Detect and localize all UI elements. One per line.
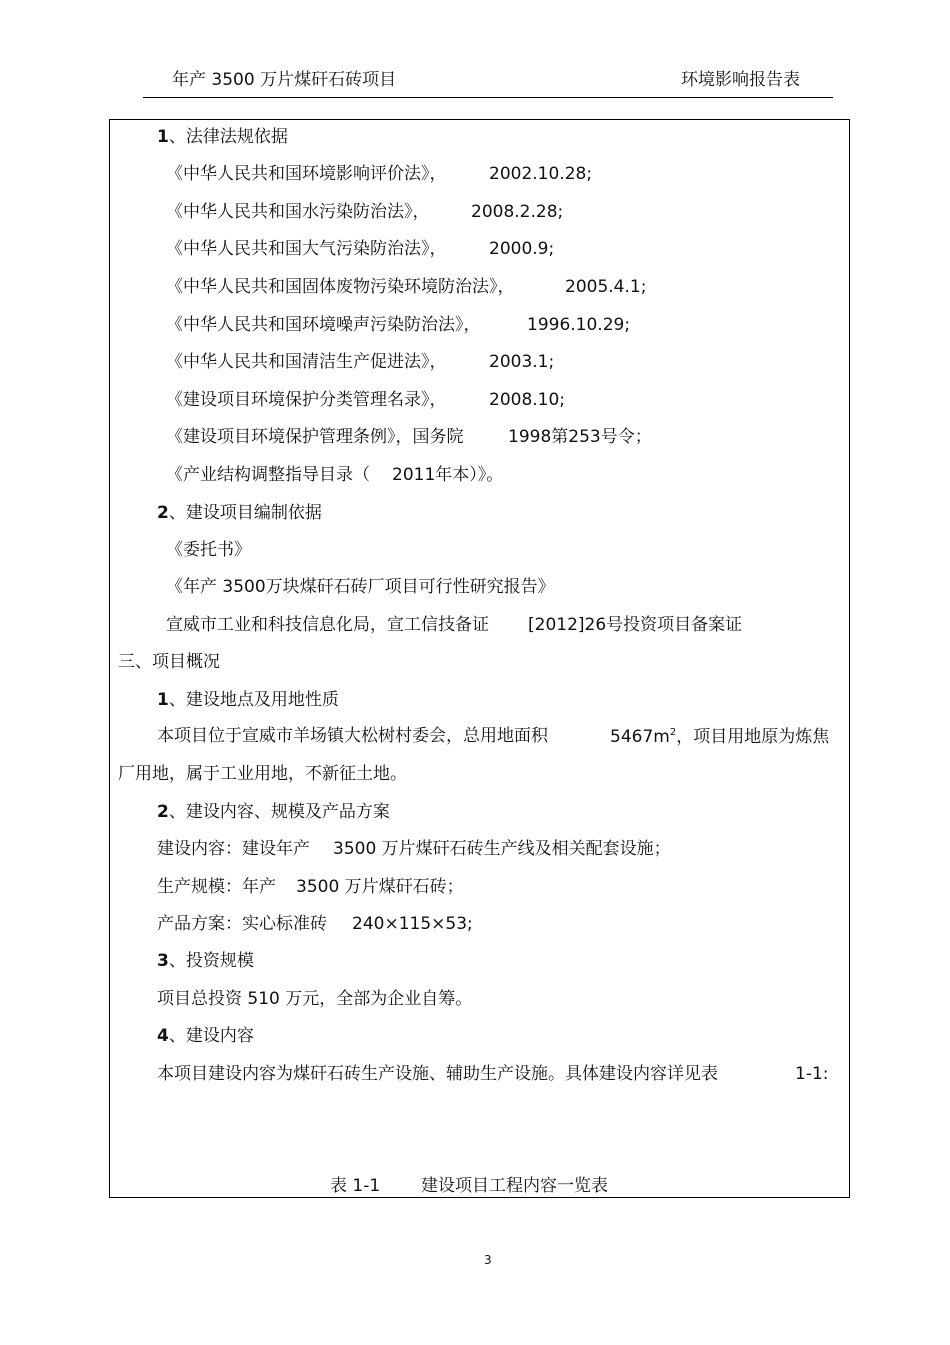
- table-caption-title: 建设项目工程内容一览表: [421, 1176, 608, 1196]
- law-name: 《中华人民共和国环境影响评价法》，: [166, 164, 447, 184]
- section-2-title: [157, 505, 322, 522]
- law-name: 《中华人民共和国固体废物污染环境防治法》，: [166, 277, 515, 297]
- content-value: 3500 万片煤矸石砖生产线及相关配套设施；: [333, 839, 671, 859]
- law-date: 2008.2.28;: [471, 202, 564, 222]
- law-name: 《中华人民共和国环境噪声污染防治法》，: [166, 315, 481, 335]
- law-name: 《产业结构调整指导目录（: [166, 465, 370, 485]
- subsection-3-text: 、投资规模: [168, 951, 254, 971]
- law-date: 2002.10.28;: [489, 164, 593, 184]
- law-item: [166, 392, 447, 409]
- location-area: [610, 728, 829, 746]
- law-name: 《中华人民共和国清洁生产促进法》，: [166, 352, 447, 372]
- location-text-a: 本项目位于宣威市羊场镇大松树村委会，总用地面积: [157, 726, 548, 746]
- subsection-3-number: 3: [157, 951, 169, 971]
- scale-value: 3500 万片煤矸石砖；: [296, 877, 464, 897]
- subsection-2-number: 2: [157, 802, 169, 822]
- law-item: [166, 204, 430, 221]
- law-date: 2003.1;: [489, 352, 555, 372]
- law-item: [166, 241, 447, 258]
- law-item: [166, 317, 481, 334]
- record-number: [2012]26号投资项目备案证: [528, 615, 743, 635]
- law-date: 2011年本）》。: [392, 465, 504, 485]
- section-1-title: [157, 129, 288, 146]
- header-rule: [143, 97, 833, 98]
- law-item: [166, 279, 515, 296]
- subsection-4-title: [157, 1028, 254, 1045]
- area-unit-superscript: 2: [669, 727, 677, 738]
- section-2-number: 2: [157, 503, 169, 523]
- law-item: [166, 467, 370, 484]
- content-label: 建设内容：建设年产: [157, 839, 310, 859]
- product-value: 240×115×53;: [352, 914, 473, 934]
- law-name: 《中华人民共和国水污染防治法》，: [166, 202, 430, 222]
- law-date: 2005.4.1;: [565, 277, 647, 297]
- law-date: 2008.10;: [489, 390, 566, 410]
- law-date: 1998第253号令；: [508, 427, 652, 447]
- construction-text: 本项目建设内容为煤矸石砖生产设施、辅助生产设施。具体建设内容详见表: [157, 1064, 718, 1084]
- header-project-title: 年产 3500 万片煤矸石砖项目: [172, 70, 397, 90]
- record-issuer: 宣威市工业和科技信息化局，宣工信技备证: [166, 615, 489, 635]
- table-caption-number: 表 1-1: [330, 1176, 381, 1196]
- subsection-4-text: 、建设内容: [168, 1026, 254, 1046]
- law-item: [166, 166, 447, 183]
- construction-table-ref: 1-1:: [795, 1064, 829, 1084]
- subsection-2-title: [157, 804, 390, 821]
- section-3-title: 三、项目概况: [118, 652, 220, 672]
- law-name: 《建设项目环境保护管理条例》，国务院: [166, 427, 464, 447]
- law-item: [166, 354, 447, 371]
- subsection-1-number: 1: [157, 690, 169, 710]
- subsection-3-title: [157, 953, 254, 970]
- section-1-text: 、法律法规依据: [168, 127, 288, 147]
- subsection-2-text: 、建设内容、规模及产品方案: [168, 802, 390, 822]
- location-text-c: ，项目用地原为炼焦: [676, 727, 830, 747]
- subsection-1-title: [157, 692, 339, 709]
- subsection-1-text: 、建设地点及用地性质: [168, 690, 339, 710]
- law-item: [166, 429, 464, 446]
- law-name: 《中华人民共和国大气污染防治法》，: [166, 239, 447, 259]
- law-date: 1996.10.29;: [527, 315, 631, 335]
- location-text-line2: 厂用地，属于工业用地，不新征土地。: [118, 764, 407, 784]
- law-date: 2000.9;: [489, 239, 555, 259]
- basis-item: 《委托书》: [166, 540, 251, 560]
- section-2-text: 、建设项目编制依据: [168, 503, 322, 523]
- page-number: 3: [484, 1253, 492, 1267]
- scale-label: 生产规模：年产: [157, 877, 276, 897]
- product-label: 产品方案：实心标准砖: [157, 914, 327, 934]
- investment-text: 项目总投资 510 万元，全部为企业自筹。: [157, 989, 473, 1009]
- law-name: 《建设项目环境保护分类管理名录》，: [166, 390, 447, 410]
- area-value: 5467m: [610, 727, 670, 747]
- subsection-4-number: 4: [157, 1026, 169, 1046]
- header-report-type: 环境影响报告表: [681, 70, 800, 90]
- basis-item: 《年产 3500万块煤矸石砖厂项目可行性研究报告》: [166, 577, 555, 597]
- section-1-number: 1: [157, 127, 169, 147]
